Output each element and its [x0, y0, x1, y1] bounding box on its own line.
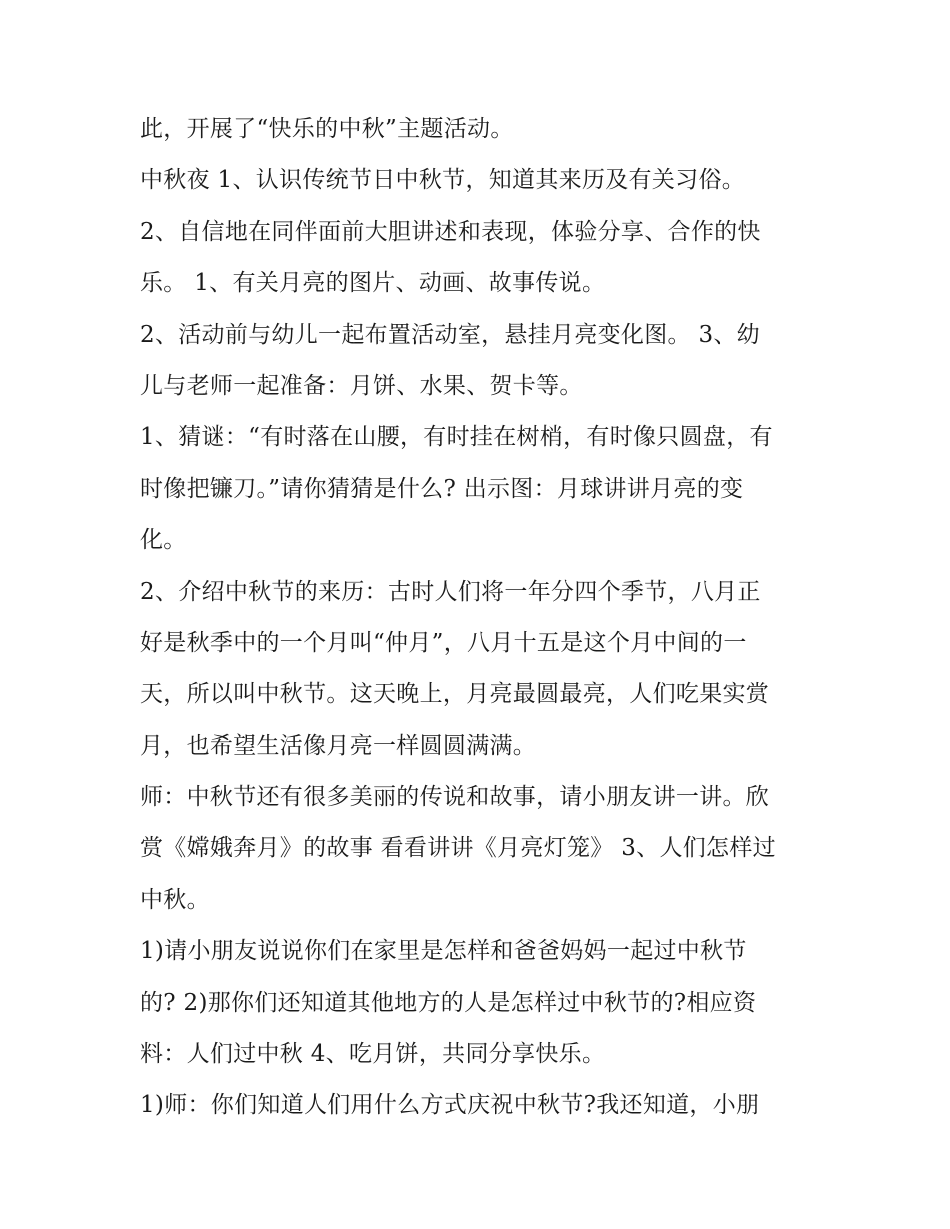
text-line: 化。 — [140, 527, 187, 554]
text-line: 1、猜谜：“有时落在山腰，有时挂在树梢，有时像只圆盘，有 — [140, 424, 773, 451]
text-line: 1)请小朋友说说你们在家里是怎样和爸爸妈妈一起过中秋节 — [140, 938, 747, 965]
text-line: 1)师：你们知道人们用什么方式庆祝中秋节?我还知道，小朋 — [140, 1092, 760, 1119]
text-line: 好是秋季中的一个月叫“仲月”，八月十五是这个月中间的一 — [140, 629, 747, 656]
text-line: 的? 2)那你们还知道其他地方的人是怎样过中秋节的?相应资 — [140, 989, 757, 1016]
text-line: 料：人们过中秋 4、吃月饼，共同分享快乐。 — [140, 1041, 606, 1068]
text-line: 2、介绍中秋节的来历：古时人们将一年分四个季节，八月正 — [140, 578, 761, 605]
text-line: 月，也希望生活像月亮一样圆圆满满。 — [140, 732, 537, 759]
text-line: 赏《嫦娥奔月》的故事 看看讲讲《月亮灯笼》 3、人们怎样过 — [140, 835, 776, 862]
body-text — [140, 104, 830, 1132]
text-line: 2、活动前与幼儿一起布置活动室，悬挂月亮变化图。 3、幼 — [140, 321, 760, 348]
text-line: 乐。 1、有关月亮的图片、动画、故事传说。 — [140, 270, 606, 297]
text-line: 中秋。 — [140, 886, 210, 913]
text-line: 儿与老师一起准备：月饼、水果、贺卡等。 — [140, 372, 583, 399]
text-line: 2、自信地在同伴面前大胆讲述和表现，体验分享、合作的快 — [140, 218, 761, 245]
text-line: 时像把镰刀。”请你猜猜是什么? 出示图：月球讲讲月亮的变 — [140, 475, 744, 502]
text-line: 师：中秋节还有很多美丽的传说和故事，请小朋友讲一讲。欣 — [140, 784, 770, 811]
text-line: 天，所以叫中秋节。这天晚上，月亮最圆最亮，人们吃果实赏 — [140, 681, 770, 708]
text-line: 此，开展了“快乐的中秋”主题活动。 — [140, 116, 514, 142]
text-line: 中秋夜 1、认识传统节日中秋节，知道其来历及有关习俗。 — [140, 167, 746, 194]
